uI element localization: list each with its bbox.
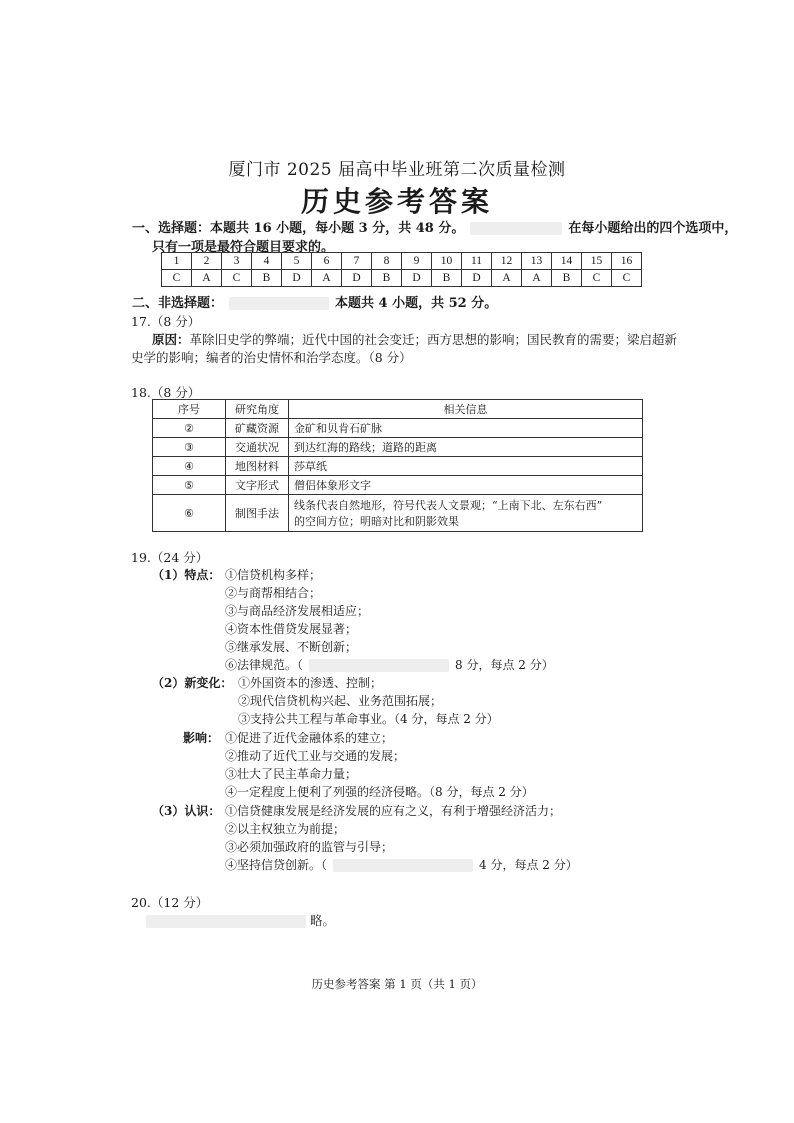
q18-label: 18.（8 分） [131,385,201,400]
answer-number-cell: 9 [402,253,432,270]
answer-value-cell: A [522,270,552,287]
q19-list-item: ①信贷健康发展是经济发展的应有之义，有利于增强经济活力； [225,804,562,818]
blurred-text [470,222,562,235]
q18-header-angle: 研究角度 [226,400,289,419]
answer-number-cell: 11 [462,253,492,270]
q18-cell-info: 莎草纸 [289,457,643,476]
q19-list-item: ②现代信贷机构兴起、业务范围拓展； [238,694,443,708]
q18-cell-info [289,495,643,532]
q18-cell-angle: 制图手法 [226,495,289,532]
q19-list-item: ②以主权独立为前提； [225,822,346,836]
doc-title: 历史参考答案 [300,185,493,218]
q19-list-item: ①外国资本的渗透、控制； [238,676,383,690]
answer-number-cell: 7 [342,253,372,270]
answer-number-cell: 2 [192,253,222,270]
q18-header-no: 序号 [153,400,226,419]
answer-number-cell: 8 [372,253,402,270]
answer-number-cell: 3 [222,253,252,270]
answer-number-cell: 15 [582,253,612,270]
answer-number-row [162,253,642,270]
answer-number-cell: 12 [492,253,522,270]
q18-row [153,457,643,476]
q18-cell-angle: 地图材料 [226,457,289,476]
q19-impact-label: 影响： [183,731,220,745]
answer-number-cell: 13 [522,253,552,270]
q18-header-info: 相关信息 [289,400,643,419]
q18-cell-no: ③ [153,438,226,457]
answer-value-cell: D [342,270,372,287]
q19-list-item: ③支持公共工程与革命事业。（4 分，每点 2 分） [238,712,499,726]
q20-answer-text: 略。 [310,913,336,928]
answer-value-cell: C [222,270,252,287]
q19-list-item: ②推动了近代工业与交通的发展； [225,749,406,763]
exam-title: 厦门市 2025 届高中毕业班第二次质量检测 [228,160,566,180]
q18-cell-angle: 交通状况 [226,438,289,457]
q18-cell-info: 金矿和贝肯石矿脉 [289,419,643,438]
q18-cell-no: ⑥ [153,495,226,532]
answer-number-cell: 16 [612,253,642,270]
q19-part2-label: （2）新变化： [152,676,233,690]
q18-header-row [153,400,643,419]
q18-row [153,438,643,457]
answer-value-cell: D [282,270,312,287]
section2-heading-part1: 二、非选择题： [132,296,224,311]
q19-list-item: ③必须加强政府的监管与引导； [225,840,394,854]
blurred-text [309,659,449,672]
answer-value-cell: A [312,270,342,287]
q19-label: 19.（24 分） [131,550,209,565]
q20-label: 20.（12 分） [131,895,209,910]
q19-list-item: ⑤继承发展、不断创新； [225,640,358,654]
q18-cell-info-line: 的空间方位；明暗对比和阴影效果 [294,515,459,528]
q19-list-item: ⑥法律规范。（ 8 分，每点 2 分） [225,658,554,672]
answer-value-cell: C [582,270,612,287]
answer-value-cell: D [462,270,492,287]
answer-number-cell: 5 [282,253,312,270]
answer-value-row [162,270,642,287]
q19-list-item: ②与商帮相结合； [225,586,322,600]
q19-list-item: ①促进了近代金融体系的建立； [225,731,394,745]
blurred-text [229,297,329,310]
section1-heading-part2: 在每小题给出的四个选项中， [568,221,738,236]
q17-answer-line2: 史学的影响；编者的治史情怀和治学态度。（8 分） [131,350,412,365]
page-footer: 历史参考答案 第 1 页（共 1 页） [311,977,483,991]
q18-cell-info: 僧侣体象形文字 [289,476,643,495]
q18-cell-no: ④ [153,457,226,476]
q20-answer [146,911,335,929]
answer-number-cell: 14 [552,253,582,270]
q17-answer-line1: 原因：革除旧史学的弊端；近代中国的社会变迁；西方思想的影响；国民教育的需要；梁启超新 [152,332,678,347]
answer-number-cell: 1 [162,253,192,270]
answer-value-cell: C [612,270,642,287]
q19-part1-label: （1）特点： [152,568,221,582]
answer-value-cell: B [432,270,462,287]
answer-value-cell: B [552,270,582,287]
answer-value-cell: B [372,270,402,287]
answer-number-cell: 4 [252,253,282,270]
answer-value-cell: A [192,270,222,287]
blurred-text [146,915,306,928]
q19-list-item: ①信贷机构多样； [225,568,322,582]
blurred-text [333,859,473,872]
section1-heading-part1: 一、选择题：本题共 16 小题，每小题 3 分，共 48 分。 [132,221,465,236]
q18-row [153,419,643,438]
section2-heading-part2: 本题共 4 小题，共 52 分。 [335,296,498,311]
q18-cell-no: ⑤ [153,476,226,495]
q19-list-item: ④资本性借贷发展显著； [225,622,358,636]
answer-value-cell: A [492,270,522,287]
q18-row [153,495,643,532]
q18-cell-angle: 文字形式 [226,476,289,495]
q17-label: 17.（8 分） [131,314,201,329]
q18-cell-no: ② [153,419,226,438]
q19-list-item: ④一定程度上便利了列强的经济侵略。（8 分，每点 2 分） [225,785,534,799]
q18-cell-angle: 矿藏资源 [226,419,289,438]
q18-cell-info: 到达红海的路线；道路的距离 [289,438,643,457]
answer-value-cell: C [162,270,192,287]
answer-number-cell: 6 [312,253,342,270]
q18-table [152,399,643,532]
answer-table [161,252,642,287]
q19-part3-label: （3）认识： [152,804,221,818]
q19-list-item: ③与商品经济发展相适应； [225,604,370,618]
q18-row [153,476,643,495]
answer-value-cell: D [402,270,432,287]
section1-heading-line2: 只有一项是最符合题目要求的。 [152,240,335,255]
answer-value-cell: B [252,270,282,287]
q19-list-item: ④坚持信贷创新。（ 4 分，每点 2 分） [225,858,578,872]
section2-heading [132,292,497,311]
section1-heading [132,217,737,236]
q19-list-item: ③壮大了民主革命力量； [225,767,358,781]
q18-cell-info-line: 线条代表自然地形，符号代表人文景观；“上南下北、左东右西” [294,499,603,512]
answer-number-cell: 10 [432,253,462,270]
